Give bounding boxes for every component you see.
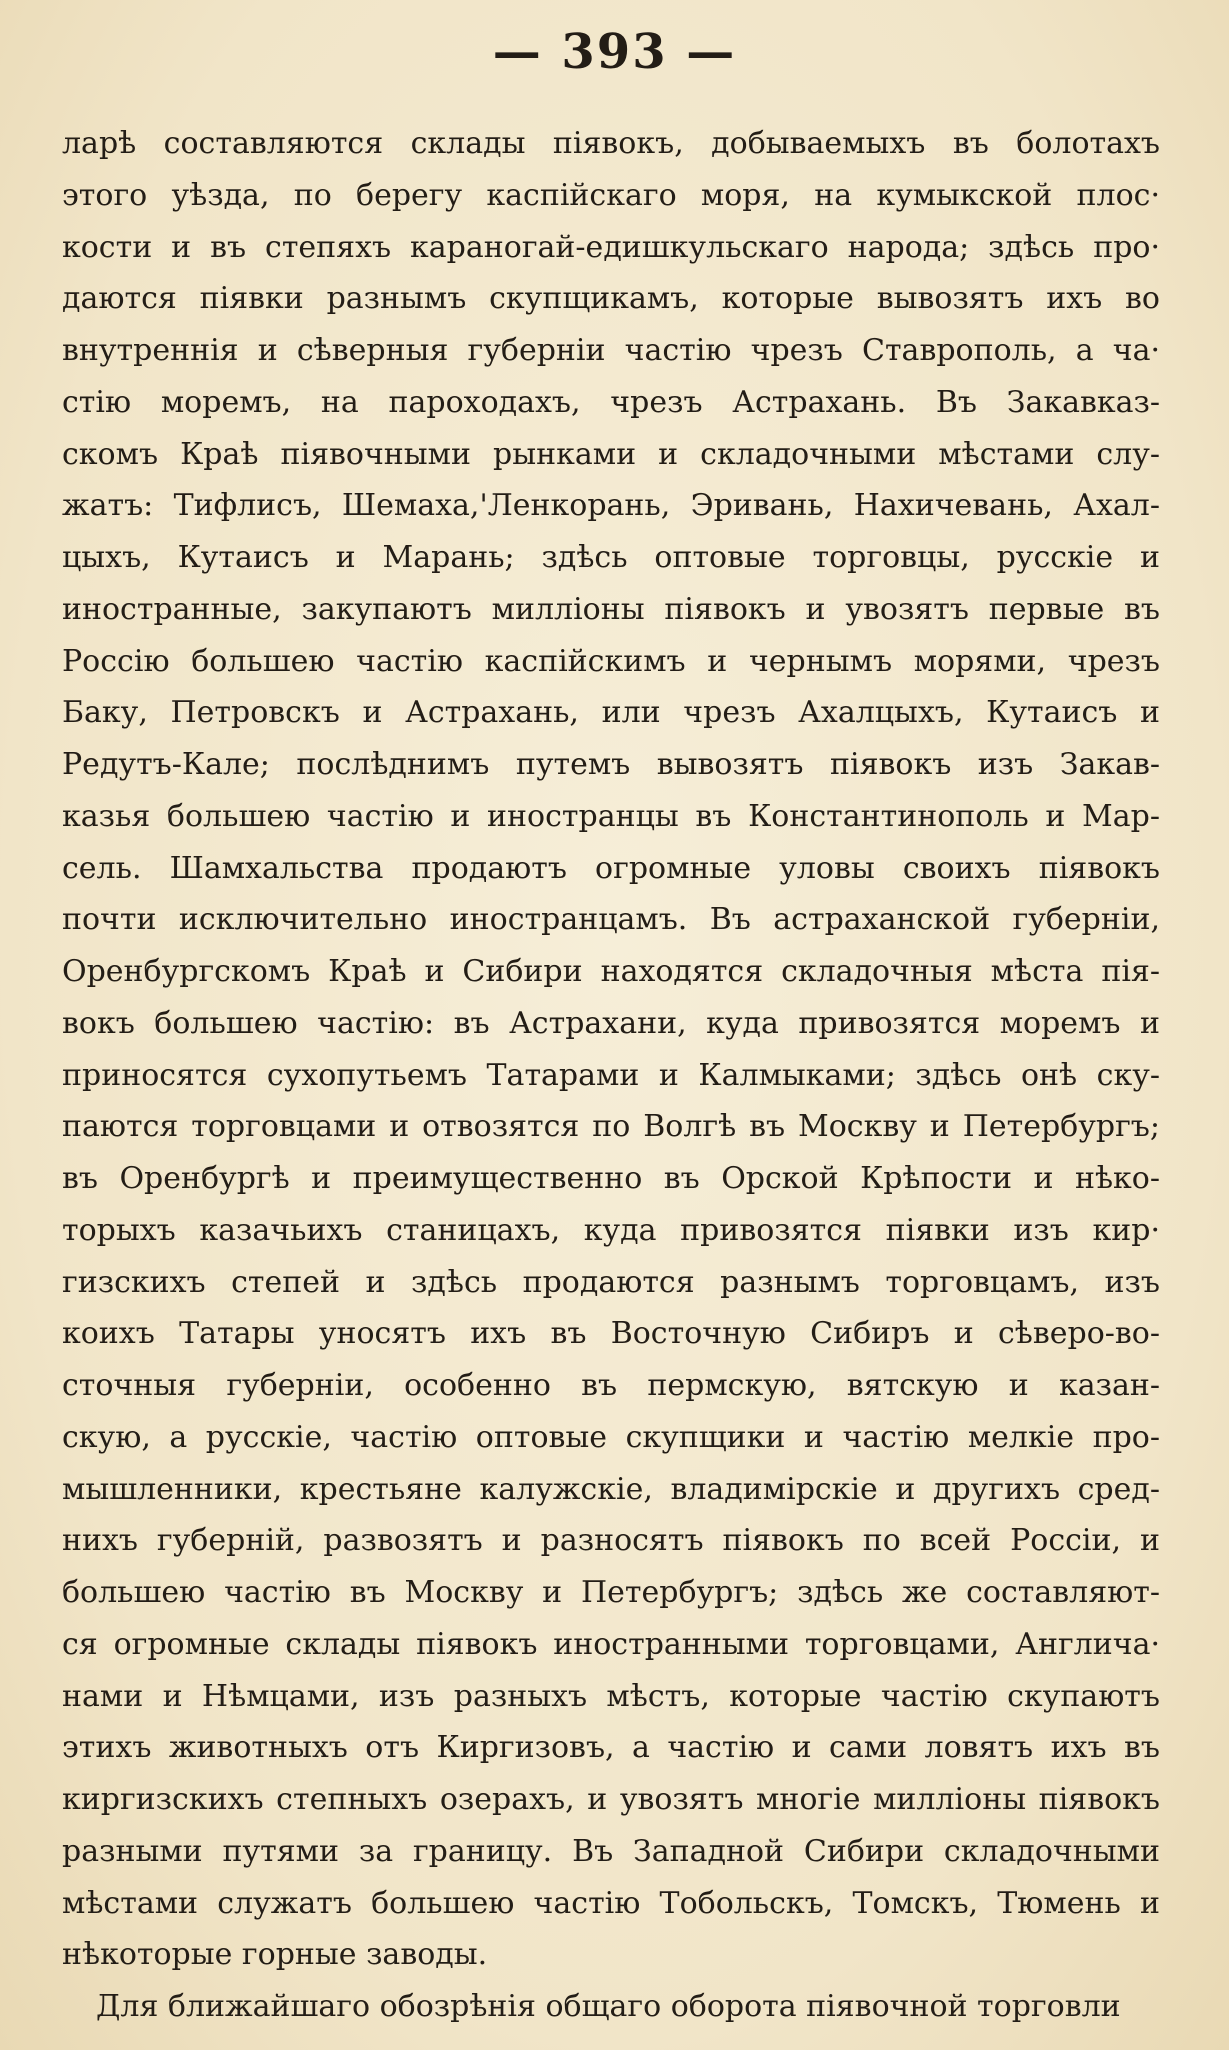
text-line: цыхъ, Кутаисъ и Марань; здѣсь оптовые торговцы, русскіе и <box>62 540 1160 575</box>
text-line: приносятся сухопутьемъ Татарами и Калмыками; здѣсь онѣ ску- <box>62 1057 1160 1093</box>
text-line: мѣстами служатъ большею частію Тобольскъ, Томскъ, Тюмень и <box>62 1885 1160 1921</box>
page-number: — 393 — <box>492 24 737 80</box>
text-line: почти исключительно иностранцамъ. Въ астраханской губерніи, <box>62 902 1160 938</box>
text-line: казья большею частію и иностранцы въ Константинополь и Мар- <box>62 798 1160 834</box>
text-line: скомъ Краѣ піявочными рынками и складочными мѣстами слу- <box>62 436 1160 472</box>
text-line: этого уѣзда, по берегу каспійскаго моря, на кумыкской плос· <box>62 177 1160 213</box>
text-line: торыхъ казачьихъ станицахъ, куда привозятся піявки изъ кир· <box>62 1212 1160 1248</box>
text-line: стію моремъ, на пароходахъ, чрезъ Астрахань. Въ Закавказ- <box>62 384 1160 420</box>
text-line: киргизскихъ степныхъ озерахъ, и увозятъ многіе милліоны піявокъ <box>62 1782 1160 1817</box>
text-line: сточныя губерніи, особенно въ пермскую, вятскую и казан- <box>62 1368 1160 1403</box>
paragraph-end-line: нѣкоторые горные заводы. <box>62 1937 488 1973</box>
text-line: даются піявки разнымъ скупщикамъ, которые вывозятъ ихъ во <box>62 281 1160 317</box>
text-line: разными путями за границу. Въ Западной Сибири складочными <box>62 1833 1160 1869</box>
text-line: коихъ Татары уносятъ ихъ въ Восточную Сибиръ и сѣверо-во- <box>62 1316 1160 1352</box>
text-line: большею частію въ Москву и Петербургъ; здѣсь же составляют- <box>62 1575 1160 1610</box>
text-line: ся огромные склады піявокъ иностранными торговцами, Англича· <box>62 1626 1160 1662</box>
text-line: гизскихъ степей и здѣсь продаются разнымъ торговцамъ, изъ <box>62 1264 1160 1300</box>
text-line: скую, а русскіе, частію оптовые скупщики и частію мелкіе про- <box>62 1419 1160 1455</box>
body-text <box>62 118 1160 2033</box>
text-line: этихъ животныхъ отъ Киргизовъ, а частію и сами ловятъ ихъ въ <box>62 1730 1160 1766</box>
text-line: Редутъ-Кале; послѣднимъ путемъ вывозятъ піявокъ изъ Закав- <box>62 747 1160 782</box>
text-line: въ Оренбургѣ и преимущественно въ Орской Крѣпости и нѣко- <box>62 1161 1160 1196</box>
text-line: нами и Нѣмцами, изъ разныхъ мѣстъ, которые частію скупаютъ <box>62 1678 1160 1714</box>
text-line: вокъ большею частію: въ Астрахани, куда привозятся моремъ и <box>62 1005 1160 1041</box>
text-line: Оренбургскомъ Краѣ и Сибири находятся складочныя мѣста пія- <box>62 954 1160 989</box>
text-line: ларѣ составляются склады піявокъ, добываемыхъ въ болотахъ <box>62 126 1160 161</box>
paragraph-start-line: Для ближайшаго обозрѣнія общаго оборота піявочной торговли <box>96 1989 1121 2024</box>
text-line: сель. Шамхальства продаютъ огромные уловы своихъ піявокъ <box>62 850 1160 886</box>
text-line: кости и въ степяхъ караногай-едишкульскаго народа; здѣсь про· <box>62 229 1160 265</box>
text-line: паются торговцами и отвозятся по Волгѣ въ Москву и Петербургъ; <box>62 1109 1160 1145</box>
text-line: мышленники, крестьяне калужскіе, владимірскіе и другихъ сред- <box>62 1471 1160 1507</box>
text-line: нихъ губерній, развозятъ и разносятъ піявокъ по всей Россіи, и <box>62 1523 1160 1559</box>
text-line: жатъ: Тифлисъ, Шемаха,'Ленкорань, Эривань, Нахичевань, Ахал- <box>62 488 1160 524</box>
text-line: Баку, Петровскъ и Астрахань, или чрезъ Ахалцыхъ, Кутаисъ и <box>62 695 1160 731</box>
text-line: Россію большею частію каспійскимъ и чернымъ морями, чрезъ <box>62 643 1160 679</box>
text-line: внутреннія и сѣверныя губерніи частію чрезъ Ставрополь, а ча· <box>62 333 1160 368</box>
text-line: иностранные, закупаютъ милліоны піявокъ и увозятъ первые въ <box>62 591 1160 627</box>
